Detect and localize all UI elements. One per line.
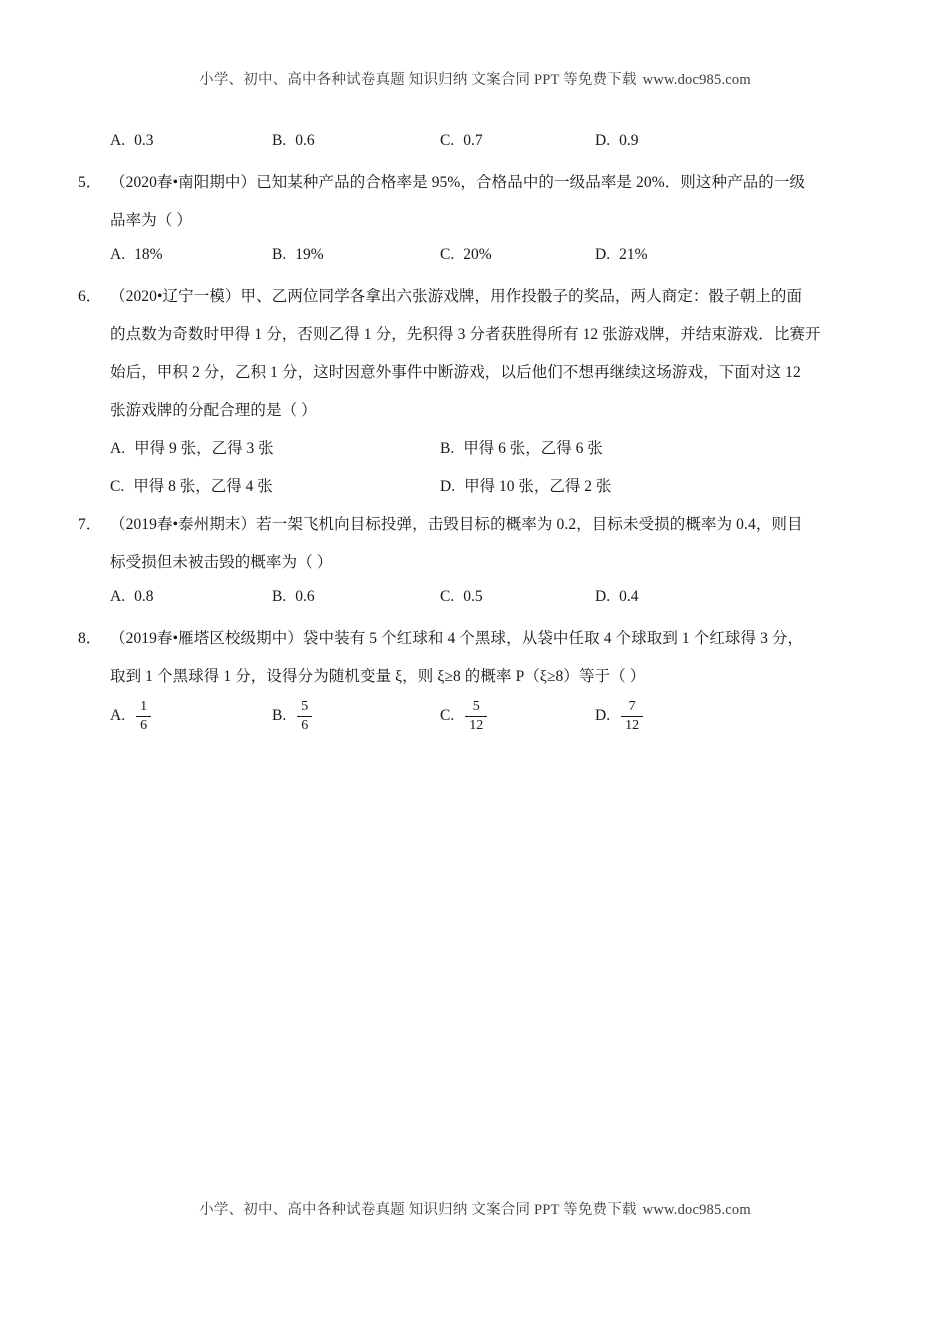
question-7-option-b-label: B. — [272, 588, 287, 605]
option-b[interactable] — [272, 132, 315, 150]
question-6-option-c[interactable] — [110, 474, 273, 496]
fraction-c-numerator: 5 — [472, 699, 480, 714]
question-5-option-b-value: 19% — [295, 246, 324, 263]
question-7 — [78, 512, 868, 626]
question-8-line-2 — [78, 664, 868, 702]
question-5-text-line-2: 品率为（ ） — [110, 212, 192, 229]
question-6-option-d-value: 甲得 10 张，乙得 2 张 — [464, 478, 612, 495]
fraction-a-denominator: 6 — [136, 716, 151, 734]
question-7-number: 7． — [78, 516, 102, 533]
fraction-b — [297, 699, 312, 734]
option-a[interactable] — [110, 132, 153, 150]
question-5-option-d[interactable] — [595, 246, 648, 264]
question-6-text-line-1: （2020•辽宁一模）甲、乙两位同学各拿出六张游戏牌，用作投骰子的奖品，两人商定：骰子朝上的面 — [110, 288, 803, 305]
question-7-text-line-1: （2019春•泰州期末）若一架飞机向目标投弹，击毁目标的概率为 0.2，目标未受损的概率为 0.4，则目 — [110, 516, 803, 533]
question-8-option-b-label: B. — [272, 706, 287, 724]
question-6-number: 6． — [78, 288, 102, 305]
option-a-value: 0.3 — [134, 132, 154, 149]
fraction-c-denominator: 12 — [465, 716, 487, 734]
question-5-option-d-value: 21% — [619, 246, 648, 263]
question-8-number: 8． — [78, 630, 102, 647]
question-7-first-line — [78, 512, 868, 550]
question-8-text-line-2: 取到 1 个黑球得 1 分，设得分为随机变量 ξ，则 ξ≥8 的概率 P（ξ≥8）等于（ ） — [110, 668, 646, 685]
question-7-option-a-value: 0.8 — [134, 588, 154, 605]
question-7-option-c[interactable] — [440, 588, 483, 606]
header-text: 小学、初中、高中各种试卷真题 知识归纳 文案合同 PPT 等免费下载 — [199, 72, 637, 88]
question-8-option-d[interactable] — [595, 698, 643, 733]
question-7-option-d-label: D. — [595, 588, 611, 605]
question-5 — [78, 170, 868, 284]
question-8-option-b[interactable] — [272, 698, 312, 733]
question-8-option-d-label: D. — [595, 706, 611, 724]
option-b-value: 0.6 — [295, 132, 315, 149]
question-6-option-b-label: B. — [440, 440, 455, 457]
question-8-option-c[interactable] — [440, 698, 487, 733]
option-d-value: 0.9 — [619, 132, 639, 149]
question-5-option-c-value: 20% — [463, 246, 492, 263]
option-b-label: B. — [272, 132, 287, 149]
question-7-option-a-label: A. — [110, 588, 126, 605]
option-c[interactable] — [440, 132, 483, 150]
question-6-first-line — [78, 284, 868, 322]
question-8-options — [78, 699, 868, 760]
orphan-option-row — [78, 132, 868, 170]
option-a-label: A. — [110, 132, 126, 149]
question-8-option-a-label: A. — [110, 706, 126, 724]
question-6-options-row-1 — [78, 436, 868, 474]
fraction-a-numerator: 1 — [140, 699, 148, 714]
fraction-b-numerator: 5 — [301, 699, 309, 714]
question-8-option-c-label: C. — [440, 706, 455, 724]
question-5-option-b[interactable] — [272, 246, 324, 264]
question-5-options — [78, 246, 868, 284]
question-8 — [78, 626, 868, 760]
question-6-line-4 — [78, 398, 868, 436]
question-6-text-line-4: 张游戏牌的分配合理的是（ ） — [110, 402, 317, 419]
page-footer — [0, 1198, 950, 1219]
page-header — [0, 68, 950, 89]
fraction-c — [465, 699, 487, 734]
header-url: www.doc985.com — [642, 72, 751, 88]
question-5-option-b-label: B. — [272, 246, 287, 263]
question-7-line-2 — [78, 550, 868, 588]
question-6-option-d-label: D. — [440, 478, 456, 495]
question-content — [78, 132, 868, 760]
question-6-line-2 — [78, 322, 868, 360]
question-7-option-b-value: 0.6 — [295, 588, 315, 605]
question-6-option-b[interactable] — [440, 436, 603, 458]
question-6-option-d[interactable] — [440, 474, 611, 496]
question-5-text-line-1: （2020春•南阳期中）已知某种产品的合格率是 95%，合格品中的一级品率是 20%．则这种产品的一级 — [110, 174, 806, 191]
question-5-line-2 — [78, 208, 868, 246]
question-5-option-a[interactable] — [110, 246, 163, 264]
question-6 — [78, 284, 868, 512]
question-7-option-c-label: C. — [440, 588, 455, 605]
question-6-options-row-2 — [78, 474, 868, 512]
question-6-option-c-value: 甲得 8 张，乙得 4 张 — [133, 478, 273, 495]
question-6-option-c-label: C. — [110, 478, 125, 495]
question-7-option-c-value: 0.5 — [463, 588, 483, 605]
question-7-option-d-value: 0.4 — [619, 588, 639, 605]
option-d-label: D. — [595, 132, 611, 149]
footer-text: 小学、初中、高中各种试卷真题 知识归纳 文案合同 PPT 等免费下载 — [199, 1202, 637, 1218]
fraction-d-denominator: 12 — [621, 716, 643, 734]
question-5-option-c-label: C. — [440, 246, 455, 263]
question-7-option-b[interactable] — [272, 588, 315, 606]
question-8-first-line — [78, 626, 868, 664]
option-c-value: 0.7 — [463, 132, 483, 149]
footer-url: www.doc985.com — [642, 1202, 751, 1218]
fraction-b-denominator: 6 — [297, 716, 312, 734]
question-6-option-a[interactable] — [110, 436, 274, 458]
question-5-option-c[interactable] — [440, 246, 492, 264]
question-6-text-line-3: 始后，甲积 2 分，乙积 1 分，这时因意外事件中断游戏，以后他们不想再继续这场游戏，下面对这 12 — [110, 364, 801, 381]
question-6-option-b-value: 甲得 6 张，乙得 6 张 — [463, 440, 603, 457]
option-c-label: C. — [440, 132, 455, 149]
option-d[interactable] — [595, 132, 638, 150]
question-6-option-a-value: 甲得 9 张，乙得 3 张 — [134, 440, 274, 457]
fraction-a — [136, 699, 151, 734]
question-5-option-a-value: 18% — [134, 246, 163, 263]
question-5-option-a-label: A. — [110, 246, 126, 263]
question-5-option-d-label: D. — [595, 246, 611, 263]
question-5-number: 5． — [78, 174, 102, 191]
question-7-text-line-2: 标受损但未被击毁的概率为（ ） — [110, 554, 333, 571]
question-8-text-line-1: （2019春•雁塔区校级期中）袋中装有 5 个红球和 4 个黑球，从袋中任取 4 个球取到 1 个红球得 3 分， — [110, 630, 804, 647]
question-6-option-a-label: A. — [110, 440, 126, 457]
fraction-d-numerator: 7 — [628, 699, 636, 714]
question-7-options — [78, 588, 868, 626]
question-7-option-d[interactable] — [595, 588, 638, 606]
question-6-text-line-2: 的点数为奇数时甲得 1 分，否则乙得 1 分，先积得 3 分者获胜得所有 12 张游戏牌，并结束游戏．比赛开 — [110, 326, 821, 343]
question-6-line-3 — [78, 360, 868, 398]
fraction-d — [621, 699, 643, 734]
question-5-first-line — [78, 170, 868, 208]
question-7-option-a[interactable] — [110, 588, 153, 606]
question-8-option-a[interactable] — [110, 698, 151, 733]
